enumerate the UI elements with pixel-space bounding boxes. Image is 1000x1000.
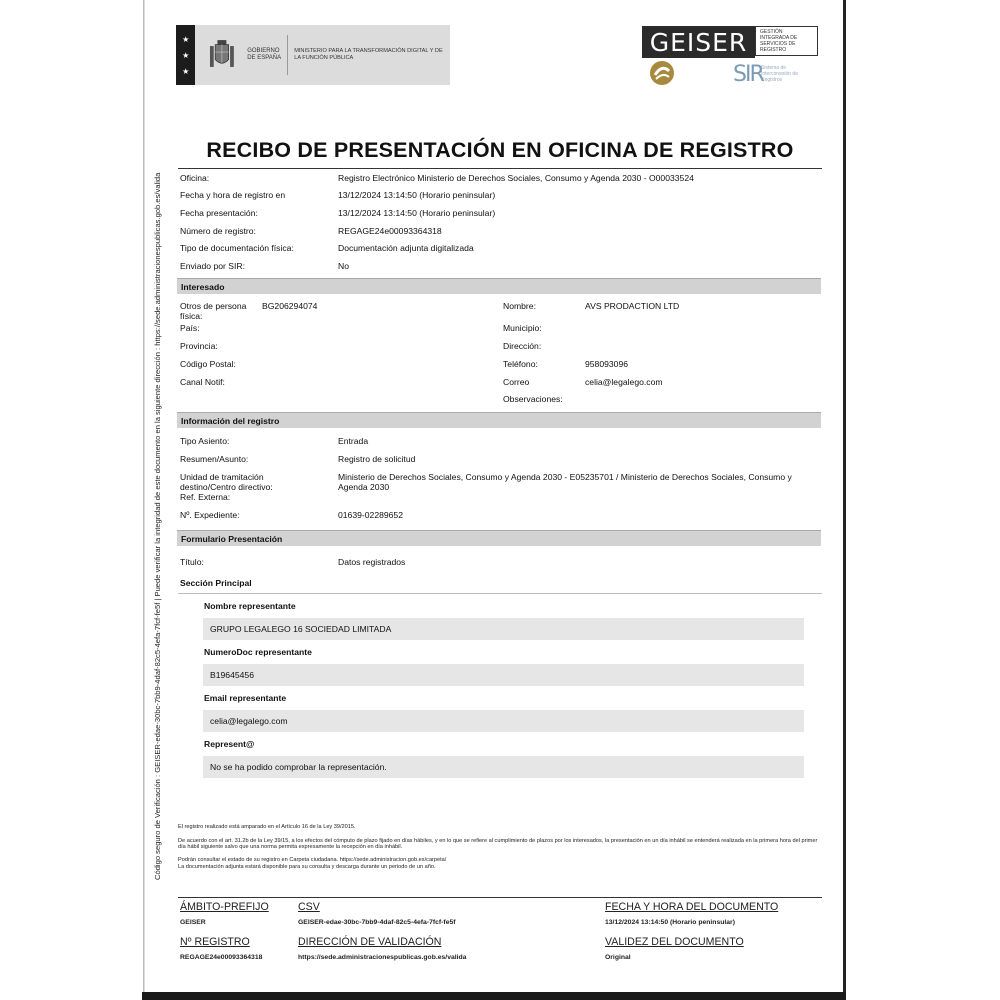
numero-registro-heading: Nº REGISTRO — [180, 936, 250, 948]
coat-of-arms-icon — [207, 33, 237, 77]
expediente-value: 01639-02289652 — [338, 510, 403, 520]
footer-divider — [178, 897, 822, 898]
direccion-validacion-link[interactable]: https://sede.administracionespublicas.gob.es/valida — [298, 954, 467, 961]
telefono-value: 958093096 — [585, 359, 629, 369]
tipo-documentacion-value: Documentación adjunta digitalizada — [338, 243, 474, 253]
enviado-sir-label: Enviado por SIR: — [180, 261, 245, 271]
fecha-presentacion-label: Fecha presentación: — [180, 208, 258, 218]
expediente-label: Nº. Expediente: — [180, 510, 240, 520]
tipo-asiento-value: Entrada — [338, 436, 369, 446]
geiser-logo — [642, 26, 818, 58]
seccion-divider — [178, 593, 822, 594]
oficina-label: Oficina: — [180, 173, 210, 183]
municipio-label: Municipio: — [503, 323, 542, 333]
telefono-label: Teléfono: — [503, 359, 538, 369]
fecha-documento-value: 13/12/2024 13:14:50 (Horario peninsular) — [605, 919, 735, 926]
page-title: RECIBO DE PRESENTACIÓN EN OFICINA DE REGISTRO — [206, 138, 794, 162]
section-formulario: Formulario Presentación — [177, 530, 821, 546]
numero-registro-footer-value: REGAGE24e00093364318 — [180, 954, 263, 961]
legal-plazos-text: De acuerdo con el art. 31.2b de la Ley 39/15, a los efectos del cómputo de plazo fijado en días hábiles, y en lo que se refiere al cumplimiento de plazos por los interesados, la presentación en un día inhábil se entenderá realizada en la primera hora del primer día hábil siguiente salvo que una norma permita expresamente la recepción en día inhábil. — [178, 838, 818, 851]
enviado-sir-value: No — [338, 261, 349, 271]
direccion-label: Dirección: — [503, 341, 542, 351]
nombre-label: Nombre: — [503, 301, 536, 311]
field-value-email-representante: celia@legalego.com — [203, 710, 804, 732]
ambito-value: GEISER — [180, 919, 206, 926]
csv-value: GEISER-edae-30bc-7bb9-4daf-82c5-4efa-7fcf-fe5f — [298, 919, 456, 926]
csv-heading: CSV — [298, 901, 320, 913]
field-label-email-representante: Email representante — [204, 693, 287, 703]
correo-value: celia@legalego.com — [585, 377, 663, 387]
resumen-value: Registro de solicitud — [338, 454, 416, 464]
page-edge-right — [843, 0, 846, 995]
carpeta-ciudadana-text: Podrán consultar el estado de su registro en Carpeta ciudadana. https://sede.administracion.gob.es/carpeta/ — [178, 857, 447, 863]
otros-persona-label: Otros de persona física: — [180, 301, 247, 321]
pais-label: País: — [180, 323, 200, 333]
sir-subtitle: Sistema de Interconexión de Registros — [761, 65, 798, 83]
correo-label: Correo — [503, 377, 530, 387]
canal-notif-label: Canal Notif: — [180, 377, 225, 387]
oficina-value: Registro Electrónico Ministerio de Derechos Sociales, Consumo y Agenda 2030 - O00033524 — [338, 173, 694, 183]
tipo-documentacion-label: Tipo de documentación física: — [180, 243, 294, 253]
field-value-represent: No se ha podido comprobar la representación. — [203, 756, 804, 778]
gobierno-logo — [176, 25, 450, 85]
verification-vertical-note: Código seguro de Verificación : GEISER-edae-30bc-7bb9-4daf-82c5-4efa-7fcf-fe5f | Puede verificar la integridad de este documento en la siguiente dirección : https://sede.administracionespublicas.gob.es/valida — [153, 172, 162, 880]
validez-heading: VALIDEZ DEL DOCUMENTO — [605, 936, 744, 948]
unidad-tramitacion-label: Unidad de tramitación destino/Centro directivo: — [180, 472, 273, 492]
section-informacion-registro: Información del registro — [177, 412, 821, 428]
title-divider — [178, 168, 822, 169]
fecha-presentacion-value: 13/12/2024 13:14:50 (Horario peninsular) — [338, 208, 496, 218]
numero-registro-label: Número de registro: — [180, 226, 256, 236]
documentacion-disponible-text: La documentación adjunta estará disponible para su consulta y descarga durante un periodo de un año. — [178, 864, 436, 870]
resumen-label: Resumen/Asunto: — [180, 454, 249, 464]
otros-persona-value: BG206294074 — [262, 301, 318, 311]
observaciones-label: Observaciones: — [503, 394, 563, 404]
ambito-heading: ÁMBITO-PREFIJO — [180, 901, 269, 913]
titulo-label: Título: — [180, 557, 204, 567]
field-value-numerodoc-representante: B19645456 — [203, 664, 804, 686]
eu-stars-icon: ★ ★ ★ — [176, 25, 195, 85]
field-label-represent: Represent@ — [204, 739, 255, 749]
direccion-validacion-heading: DIRECCIÓN DE VALIDACIÓN — [298, 936, 442, 948]
logo-separator — [287, 35, 288, 75]
fecha-hora-label: Fecha y hora de registro en — [180, 190, 286, 200]
section-interesado: Interesado — [177, 278, 821, 294]
field-label-nombre-representante: Nombre representante — [204, 601, 296, 611]
validez-value: Original — [605, 954, 631, 961]
numero-registro-value: REGAGE24e00093364318 — [338, 226, 442, 236]
ministerio-text: MINISTERIO PARA LA TRANSFORMACIÓN DIGITAL Y DE LA FUNCIÓN PÚBLICA — [294, 48, 443, 61]
field-label-numerodoc-representante: NumeroDoc representante — [204, 647, 312, 657]
nombre-value: AVS PRODACTION LTD — [585, 301, 680, 311]
geiser-emblem-icon — [649, 60, 675, 86]
titulo-value: Datos registrados — [338, 557, 406, 567]
codigo-postal-label: Código Postal: — [180, 359, 236, 369]
provincia-label: Provincia: — [180, 341, 218, 351]
geiser-subtitle: GESTIÓN INTEGRADA DE SERVICIOS DE REGISTRO — [755, 26, 818, 56]
field-value-nombre-representante: GRUPO LEGALEGO 16 SOCIEDAD LIMITADA — [203, 618, 804, 640]
gobierno-text: GOBIERNO DE ESPAÑA — [247, 48, 282, 61]
page-edge-bottom — [142, 992, 846, 1000]
unidad-tramitacion-value: Ministerio de Derechos Sociales, Consumo y Agenda 2030 - E05235701 / Ministerio de Derechos Sociales, Consumo y Agenda 2030 — [338, 472, 792, 492]
seccion-principal-heading: Sección Principal — [180, 578, 252, 588]
tipo-asiento-label: Tipo Asiento: — [180, 436, 230, 446]
legal-amparo-text: El registro realizado está amparado en el Artículo 16 de la Ley 39/2015. — [178, 824, 356, 830]
ref-externa-label: Ref. Externa: — [180, 492, 231, 502]
sir-logo: SIR — [733, 62, 763, 87]
geiser-wordmark: GEISER — [642, 26, 755, 58]
fecha-hora-value: 13/12/2024 13:14:50 (Horario peninsular) — [338, 190, 496, 200]
fecha-documento-heading: FECHA Y HORA DEL DOCUMENTO — [605, 901, 779, 913]
